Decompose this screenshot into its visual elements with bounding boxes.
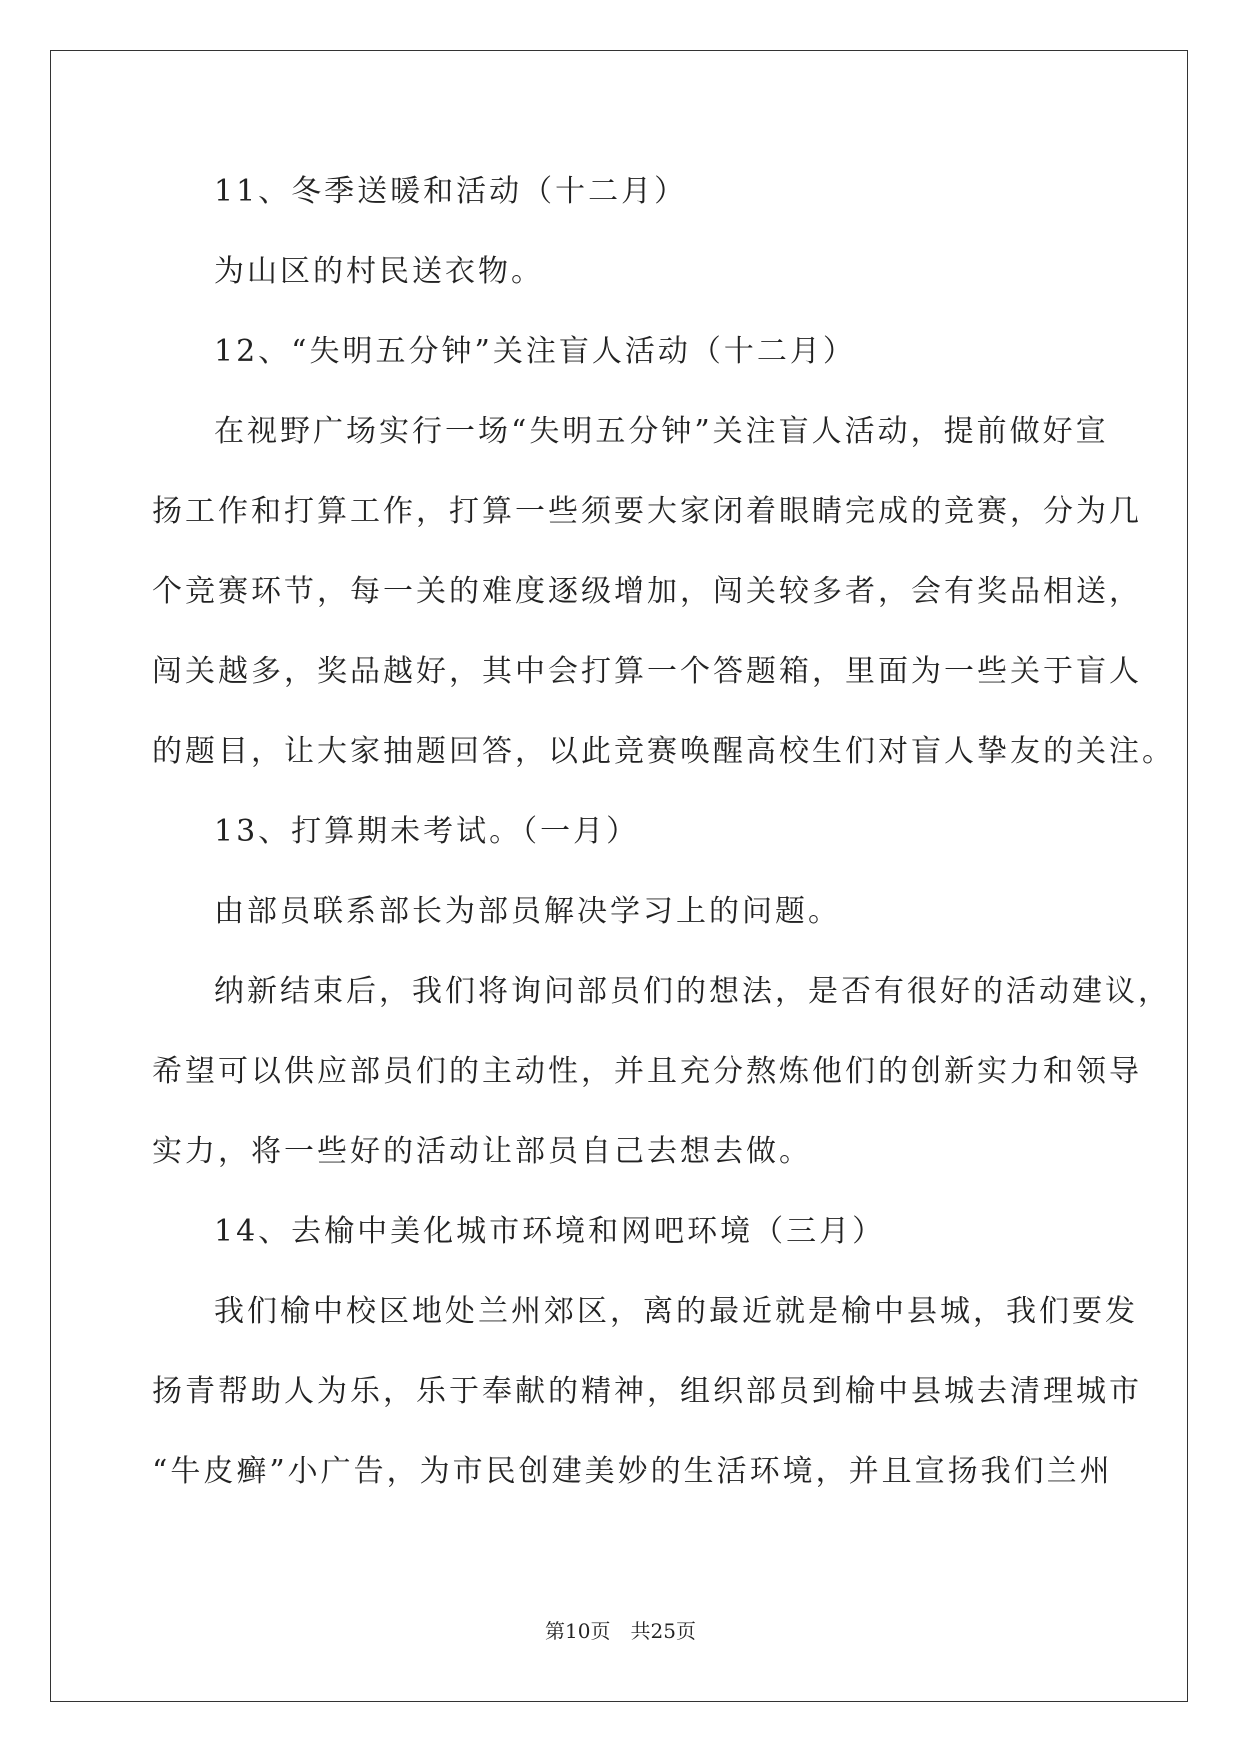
paragraph-line: 扬青帮助人为乐，乐于奉献的精神，组织部员到榆中县城去清理城市 [152, 1374, 1142, 1409]
page-number-footer: 第10页 共25页 [545, 1619, 696, 1643]
paragraph-line: 在视野广场实行一场“失明五分钟”关注盲人活动，提前做好宣 [214, 414, 1109, 449]
paragraph-line: 闯关越多，奖品越好，其中会打算一个答题箱，里面为一些关于盲人 [152, 654, 1142, 689]
heading-item-12: 12、“失明五分钟”关注盲人活动（十二月） [214, 334, 856, 369]
heading-item-13: 13、打算期未考试。（一月） [214, 814, 640, 849]
paragraph-line: “牛皮癣”小广告，为市民创建美妙的生活环境，并且宣扬我们兰州 [152, 1454, 1113, 1489]
paragraph-line: 我们榆中校区地处兰州郊区，离的最近就是榆中县城，我们要发 [214, 1294, 1138, 1329]
paragraph-line: 由部员联系部长为部员解决学习上的问题。 [214, 894, 841, 929]
heading-item-14: 14、去榆中美化城市环境和网吧环境（三月） [214, 1214, 886, 1249]
paragraph-line: 实力，将一些好的活动让部员自己去想去做。 [152, 1134, 812, 1169]
paragraph-line: 纳新结束后，我们将询问部员们的想法，是否有很好的活动建议， [214, 974, 1171, 1009]
paragraph-line: 为山区的村民送衣物。 [214, 254, 544, 289]
paragraph-line: 个竞赛环节，每一关的难度逐级增加，闯关较多者，会有奖品相送， [152, 574, 1142, 609]
paragraph-line: 扬工作和打算工作，打算一些须要大家闭着眼睛完成的竞赛，分为几 [152, 494, 1142, 529]
heading-item-11: 11、冬季送暖和活动（十二月） [214, 174, 688, 209]
paragraph-line: 希望可以供应部员们的主动性，并且充分熬炼他们的创新实力和领导 [152, 1054, 1142, 1089]
paragraph-line: 的题目，让大家抽题回答，以此竞赛唤醒高校生们对盲人挚友的关注。 [152, 734, 1175, 769]
